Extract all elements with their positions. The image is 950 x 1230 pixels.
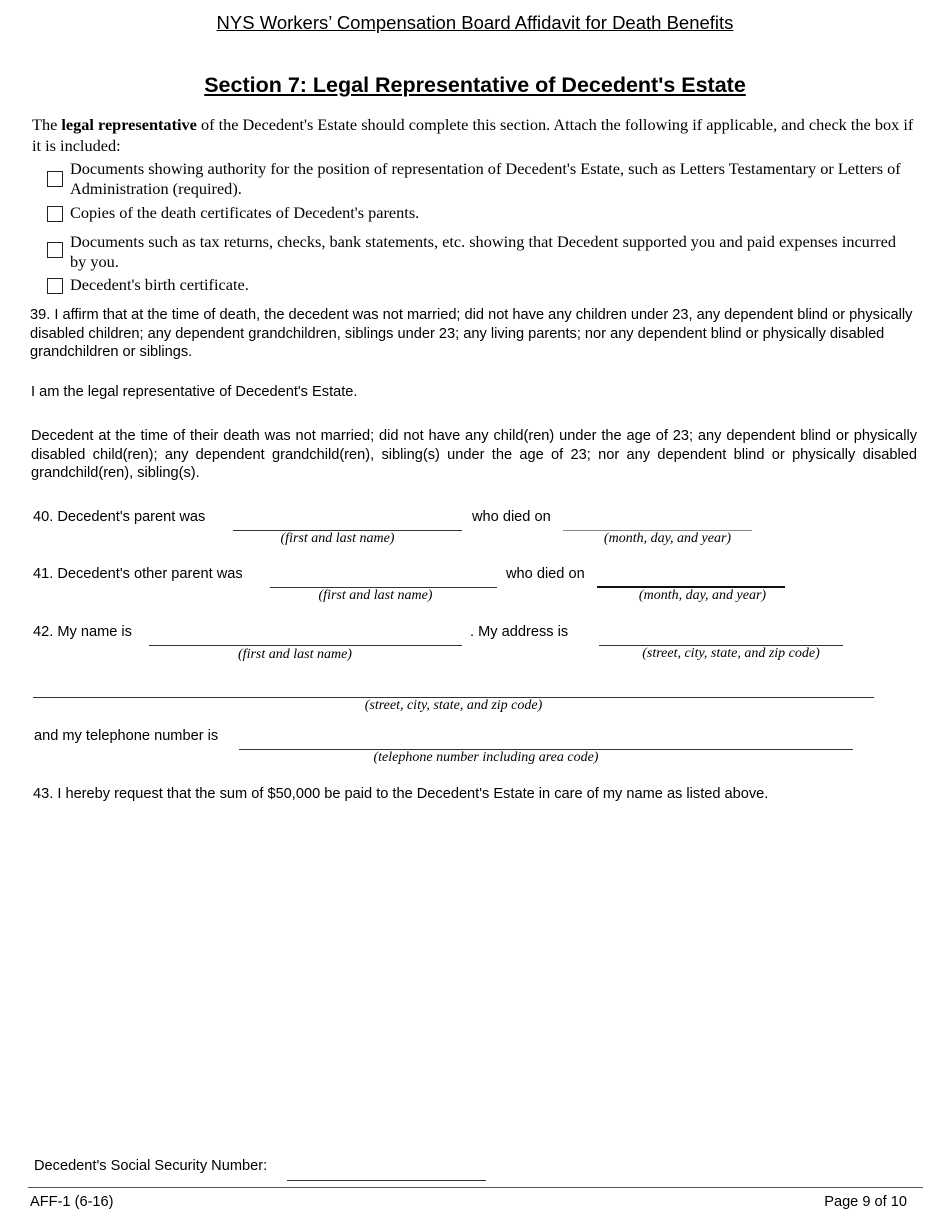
form-header: NYS Workers’ Compensation Board Affidavit for Death Benefits [216,12,734,33]
q40-date-hint: (month, day, and year) [603,531,732,546]
checkbox-letters-testamentary[interactable] [47,171,63,187]
q39-representative-statement: I am the legal representative of Decedent's Estate. [31,384,358,400]
q42-label: 42. My name is [33,624,132,640]
q42-phone-hint: (telephone number including area code) [373,750,599,765]
q43-request: 43. I hereby request that the sum of $50,000 be paid to the Decedent's Estate in care of my name as listed above. [33,786,769,802]
ssn-label: Decedent's Social Security Number: [34,1158,268,1174]
q40-name-hint: (first and last name) [280,531,395,546]
q42-address-label: . My address is [470,624,569,640]
q41-date-hint: (month, day, and year) [638,588,767,603]
ssn-field[interactable] [287,1180,486,1181]
q41-name-hint: (first and last name) [318,588,433,603]
q41-label: 41. Decedent's other parent was [33,566,243,582]
page-number: Page 9 of 10 [824,1194,907,1210]
q42-my-name-field[interactable] [149,645,462,646]
q40-label: 40. Decedent's parent was [33,509,206,525]
q41-died-label: who died on [506,566,585,582]
checkbox-parents-death-certificates[interactable] [47,206,63,222]
checkbox-label-letters-testamentary: Documents showing authority for the position of representation of Decedent's Estate, such as Letters Testamentary or Letters of Administration (required). [70,159,901,198]
checkbox-label-support-documents: Documents such as tax returns, checks, bank statements, etc. showing that Decedent supported you and paid expenses incurred by you. [70,232,897,271]
form-id: AFF-1 (6-16) [30,1194,114,1210]
intro-prefix: The [32,115,62,134]
q42-name-hint: (first and last name) [238,647,352,662]
section-title: Section 7: Legal Representative of Decedent's Estate [204,73,746,97]
q39-marital-statement: Decedent at the time of their death was not married; did not have any child(ren) under the age of 23; any dependent blind or physically disabled child(ren); any dependent grandchild(ren), sibling(s) under the age of 23; nor any dependent blind or physically disabled grandchild(ren), sibling(s). [31,428,917,481]
intro-text [32,114,920,156]
intro-bold: legal representative [61,115,197,134]
q40-died-label: who died on [472,509,551,525]
intro-suffix: of the Decedent's Estate should complete this section. Attach the following if applicable, and check the box if it is included: [32,115,914,155]
checkbox-birth-certificate[interactable] [47,278,63,294]
q42-address-line-2-hint: (street, city, state, and zip code) [364,698,543,713]
q42-phone-label: and my telephone number is [34,728,219,744]
checkbox-label-birth-certificate: Decedent's birth certificate. [70,275,249,294]
checkbox-support-documents[interactable] [47,242,63,258]
q39-affirmation: 39. I affirm that at the time of death, the decedent was not married; did not have any children under 23, any dependent blind or physically disabled children; any dependent grandchildren, siblings under 23; any living parents; nor any dependent blind or physically disabled grandchildren or siblings. [30,307,913,360]
footer-divider [28,1187,923,1188]
q42-address-hint: (street, city, state, and zip code) [642,646,820,661]
checkbox-label-parents-death-certificates: Copies of the death certificates of Decedent's parents. [70,203,420,222]
